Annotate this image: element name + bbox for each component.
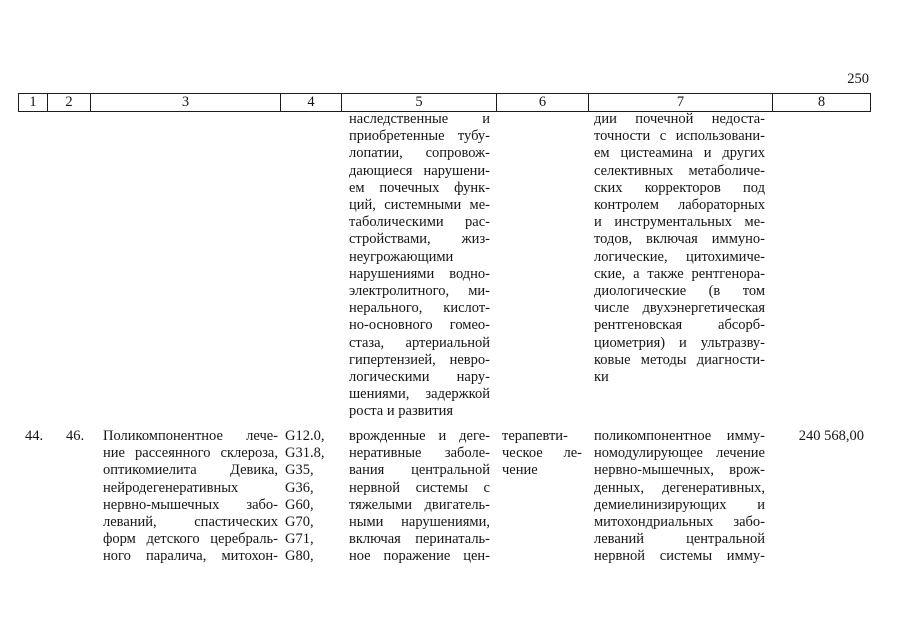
text-line: шениями, задержкой xyxy=(349,386,490,403)
text-line: нервной системы с xyxy=(349,479,490,496)
text-line: таболическими рас- xyxy=(349,214,490,231)
text-line: Поликомпонентное лече- xyxy=(103,428,278,444)
text-line: рентгеновская абсорб- xyxy=(594,317,765,334)
text-line: G31.8, xyxy=(285,445,325,462)
icd10-codes-cell xyxy=(285,428,341,566)
text-line: G35, xyxy=(285,462,314,479)
text-line: номодулирующее лечение xyxy=(594,445,765,462)
text-line: стройствами, жиз- xyxy=(349,231,490,248)
text-line: ские, а также рентгенора- xyxy=(594,265,765,282)
text-line: точности с использовани- xyxy=(594,128,765,145)
text-line: приобретенные тубу- xyxy=(349,128,490,145)
text-line: стаза, артериальной xyxy=(349,334,490,351)
text-line: дии почечной недоста- xyxy=(594,111,765,127)
text-line: лопатии, сопровож- xyxy=(349,145,490,162)
text-line: G70, xyxy=(285,514,314,531)
text-line: ем почечных функ- xyxy=(349,179,490,196)
header-cell-6: 6 xyxy=(496,94,588,111)
header-cell-2: 2 xyxy=(47,94,90,111)
text-line: ными нарушениями, xyxy=(349,514,490,531)
text-line: электролитного, ми- xyxy=(349,283,490,300)
text-line: но-основного гомео- xyxy=(349,317,490,334)
text-line: тяжелыми двигатель- xyxy=(349,496,490,513)
text-line: G60, xyxy=(285,496,314,513)
page-number: 250 xyxy=(847,71,869,87)
text-line: G71, xyxy=(285,531,314,548)
text-line: поликомпонентное имму- xyxy=(594,428,765,444)
text-line: нервной системы имму- xyxy=(594,548,765,565)
text-line: вания центральной xyxy=(349,462,490,479)
text-line: ки xyxy=(594,369,609,386)
text-line: и инструментальных ме- xyxy=(594,214,765,231)
header-cell-4: 4 xyxy=(280,94,341,111)
text-line: циометрия) и ультразву- xyxy=(594,334,765,351)
text-line: ние рассеянного склероза, xyxy=(103,445,278,462)
header-cell-3: 3 xyxy=(90,94,280,111)
text-line: логические, цитохимиче- xyxy=(594,248,765,265)
text-line: врожденные и деге- xyxy=(349,428,490,444)
financial-cost-cell: 240 568,00 xyxy=(798,428,864,444)
text-line: нерального, кислот- xyxy=(349,300,490,317)
text-line: контролем лабораторных xyxy=(594,197,765,214)
patient-model-cell xyxy=(349,428,490,566)
text-line: тодов, включая иммуно- xyxy=(594,231,765,248)
text-line: включая перинаталь- xyxy=(349,531,490,548)
text-line: гипертензией, невро- xyxy=(349,351,490,368)
text-line: демиелинизирующих и xyxy=(594,496,765,513)
text-line: денных, дегенеративных, xyxy=(594,479,765,496)
text-line: нервно-мышечных, врож- xyxy=(594,462,765,479)
table-header-row xyxy=(18,93,871,112)
text-line: нарушениями водно- xyxy=(349,265,490,282)
text-line: форм детского церебраль- xyxy=(103,531,278,548)
text-line: ческое ле- xyxy=(502,445,582,462)
care-type-name-cell xyxy=(103,428,278,566)
text-line: дающиеся нарушени- xyxy=(349,162,490,179)
text-line: G36, xyxy=(285,479,314,496)
text-line: диологические (в том xyxy=(594,283,765,300)
header-cell-7: 7 xyxy=(588,94,772,111)
text-line: терапевти- xyxy=(502,428,568,444)
text-line: леваний, спастических xyxy=(103,514,278,531)
group-number-cell: 44. xyxy=(25,428,44,444)
text-line: оптикомиелита Девика, xyxy=(103,462,278,479)
text-line: митохондриальных забо- xyxy=(594,514,765,531)
patient-model-cell-continuation xyxy=(349,111,490,421)
text-line: нервно-мышечных забо- xyxy=(103,496,278,513)
text-line: ций, системными ме- xyxy=(349,197,490,214)
header-cell-8: 8 xyxy=(772,94,870,111)
text-line: неугрожающими xyxy=(349,248,454,265)
text-line: G12.0, xyxy=(285,428,325,444)
header-cell-5: 5 xyxy=(341,94,496,111)
text-line: ем цистеамина и других xyxy=(594,145,765,162)
header-cell-1: 1 xyxy=(29,94,37,110)
text-line: ного паралича, митохон- xyxy=(103,548,278,565)
text-line: чение xyxy=(502,462,538,479)
treatment-type-cell xyxy=(502,428,582,480)
text-line: неративные заболе- xyxy=(349,445,490,462)
treatment-method-cell-continuation xyxy=(594,111,765,386)
text-line: роста и развития xyxy=(349,403,454,420)
text-line: нейродегенеративных xyxy=(103,479,239,496)
text-line: ное поражение цен- xyxy=(349,548,490,565)
text-line: числе двухэнергетическая xyxy=(594,300,765,317)
text-line: леваний центральной xyxy=(594,531,765,548)
text-line: G80, xyxy=(285,548,314,565)
text-line: селективных метаболиче- xyxy=(594,162,765,179)
text-line: наследственные и xyxy=(349,111,490,127)
item-number-cell: 46. xyxy=(66,428,85,444)
text-line: ских корректоров под xyxy=(594,179,765,196)
treatment-method-cell xyxy=(594,428,765,566)
text-line: логическими нару- xyxy=(349,369,490,386)
text-line: ковые методы диагности- xyxy=(594,351,765,368)
